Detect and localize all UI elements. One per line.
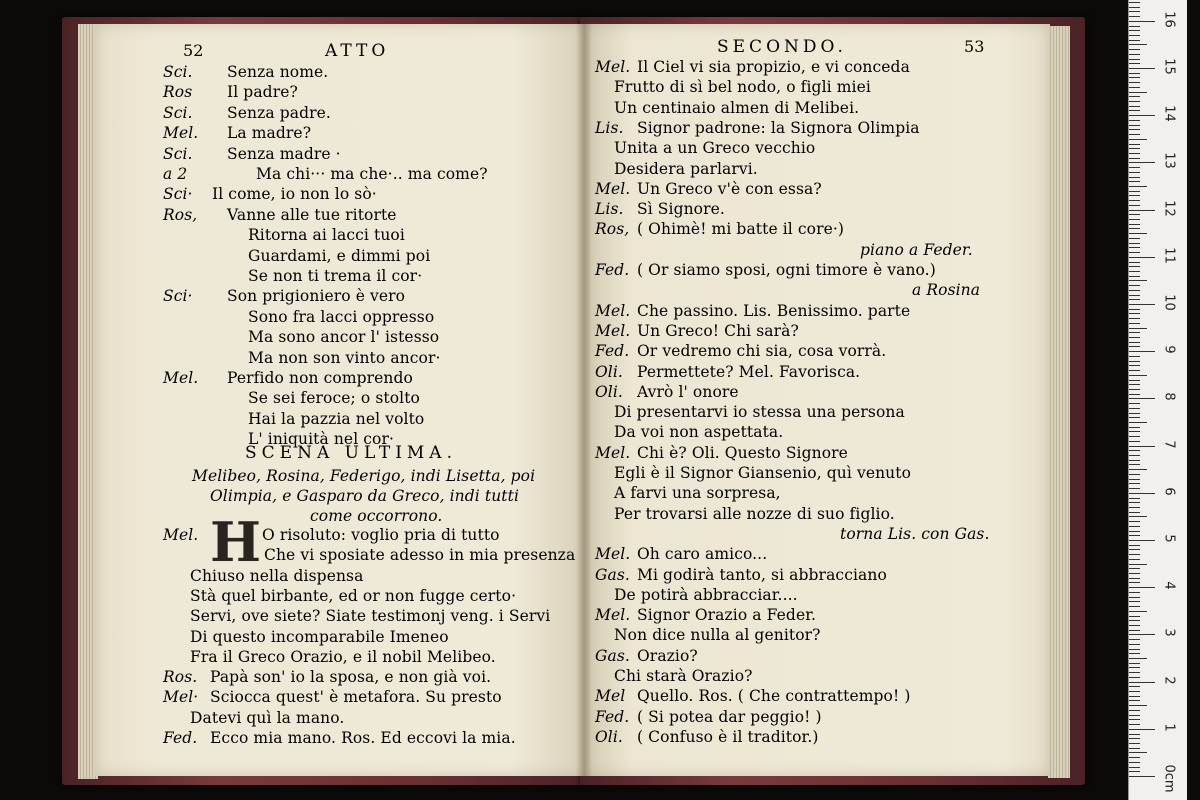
ruler-tick	[1129, 68, 1155, 69]
ruler-tick	[1129, 531, 1140, 532]
ruler-tick	[1129, 507, 1140, 508]
page-edges-right	[1048, 26, 1070, 778]
verse-line: torna Lis. con Gas.	[840, 524, 990, 543]
ruler-label: 10	[1161, 294, 1177, 311]
ruler-tick	[1129, 672, 1140, 673]
ruler-label: 15	[1161, 58, 1177, 75]
verse-line: Signor Orazio a Feder.	[637, 606, 817, 625]
speaker-label: Lis.	[595, 118, 624, 137]
ruler-tick	[1129, 101, 1140, 102]
speaker-label: Ros.	[163, 668, 198, 687]
ruler-tick	[1129, 351, 1155, 352]
ruler-tick	[1129, 658, 1147, 659]
ruler-tick	[1129, 323, 1140, 324]
ruler-tick	[1129, 705, 1147, 706]
ruler-tick	[1129, 469, 1147, 470]
verse-line: Sì Signore.	[637, 200, 725, 219]
ruler-tick	[1129, 110, 1140, 111]
ruler-tick	[1129, 578, 1140, 579]
verse-line: La madre?	[227, 124, 312, 143]
verse-line: Datevi quì la mano.	[190, 708, 345, 727]
ruler-tick	[1129, 403, 1140, 404]
ruler-tick	[1129, 649, 1140, 650]
verse-line: Che vi sposiate adesso in mia presenza	[264, 546, 576, 565]
ruler-label: 8	[1161, 392, 1177, 402]
ruler-tick	[1129, 493, 1155, 494]
ruler-tick	[1129, 106, 1140, 107]
ruler-tick	[1129, 16, 1140, 17]
ruler-tick	[1129, 564, 1147, 565]
verse-line: Senza madre ·	[227, 144, 341, 163]
ruler-tick	[1129, 233, 1147, 234]
ruler-tick	[1129, 342, 1140, 343]
ruler-tick	[1129, 729, 1155, 730]
ruler-tick	[1129, 21, 1155, 22]
ruler-tick	[1129, 285, 1140, 286]
ruler-tick	[1129, 554, 1140, 555]
ruler-tick	[1129, 700, 1140, 701]
right-running-head: SECONDO.	[717, 37, 847, 57]
verse-line: Orazio?	[637, 646, 698, 665]
cast-line: come occorrono.	[310, 507, 443, 525]
ruler-tick	[1129, 238, 1140, 239]
speaker-label: Fed.	[163, 729, 198, 747]
right-page-number: 53	[964, 37, 985, 56]
ruler-tick	[1129, 771, 1140, 772]
verse-line: Sciocca quest' è metafora. Su presto	[210, 688, 502, 707]
ruler-tick	[1129, 252, 1140, 253]
ruler-tick	[1129, 87, 1140, 88]
verse-line: Ritorna ai lacci tuoi	[248, 226, 405, 245]
ruler-tick	[1129, 92, 1147, 93]
scene-title: SCENA ULTIMA.	[245, 443, 457, 463]
ruler-tick	[1129, 49, 1140, 50]
speaker-label: Mel.	[595, 179, 631, 198]
ruler-tick	[1129, 280, 1147, 281]
verse-line: Il Ciel vi sia propizio, e vi conceda	[637, 58, 910, 76]
verse-line: Fra il Greco Orazio, e il nobil Melibeo.	[190, 647, 496, 666]
speaker-label: Mel.	[163, 369, 199, 387]
ruler-tick	[1129, 677, 1140, 678]
verse-line: Ma non son vinto ancor·	[248, 348, 441, 367]
ruler-tick	[1129, 502, 1140, 503]
ruler-tick	[1129, 195, 1140, 196]
ruler-label: 14	[1161, 105, 1177, 122]
ruler-tick	[1129, 559, 1140, 560]
ruler-tick	[1129, 464, 1140, 465]
speaker-label: Oli.	[595, 382, 623, 401]
verse-line: Ma sono ancor l' istesso	[248, 328, 440, 347]
verse-line: Un Greco! Chi sarà?	[637, 321, 799, 340]
ruler-tick	[1129, 158, 1140, 159]
measurement-ruler	[1128, 0, 1187, 800]
ruler-tick	[1129, 460, 1140, 461]
ruler-label: 12	[1161, 199, 1177, 217]
verse-line: ( Or siamo sposi, ogni timore è vano.)	[637, 261, 936, 279]
verse-line: ( Si potea dar peggio! )	[637, 707, 822, 726]
left-page-number: 52	[183, 41, 204, 60]
verse-line: ( Ohimè! mi batte il core·)	[637, 220, 845, 239]
ruler-tick	[1129, 205, 1140, 206]
speaker-label: Sci.	[163, 103, 193, 122]
speaker-label: Mel.	[595, 321, 631, 340]
ruler-tick	[1129, 35, 1140, 36]
ruler-tick	[1129, 328, 1147, 329]
ruler-tick	[1129, 526, 1140, 527]
ruler-tick	[1129, 682, 1155, 683]
ruler-tick	[1129, 776, 1155, 777]
verse-line: O risoluto: voglio pria di tutto	[262, 526, 500, 544]
verse-line: Chiuso nella dispensa	[190, 566, 364, 585]
ruler-label: 4	[1161, 581, 1177, 590]
speaker-label: Sci·	[163, 287, 193, 306]
speaker-label: Mel	[595, 687, 626, 706]
verse-line: piano a Feder.	[860, 240, 973, 259]
ruler-tick	[1129, 611, 1147, 612]
ruler-tick	[1129, 7, 1140, 8]
ruler-tick	[1129, 587, 1155, 588]
ruler-label: 0cm	[1161, 764, 1177, 793]
ruler-tick	[1129, 219, 1140, 220]
verse-line: ( Confuso è il traditor.)	[637, 727, 819, 746]
verse-line: Permettete? Mel. Favorisca.	[637, 362, 861, 381]
ruler-tick	[1129, 620, 1140, 621]
ruler-tick	[1129, 243, 1140, 244]
verse-line: Signor padrone: la Signora Olimpia	[637, 118, 920, 137]
verse-line: Di questo incomparabile Imeneo	[190, 627, 449, 646]
ruler-tick	[1129, 40, 1140, 41]
ruler-label: 2	[1161, 675, 1177, 685]
ruler-tick	[1129, 601, 1140, 602]
ruler-label: 1	[1161, 723, 1177, 732]
ruler-tick	[1129, 26, 1140, 27]
ruler-tick	[1129, 630, 1140, 631]
verse-line: Che passino. Lis. Benissimo. parte	[637, 301, 911, 320]
ruler-tick	[1129, 625, 1140, 626]
ruler-tick	[1129, 115, 1155, 116]
ruler-tick	[1129, 408, 1140, 409]
ruler-tick	[1129, 752, 1147, 753]
ruler-tick	[1129, 450, 1140, 451]
ruler-tick	[1129, 474, 1140, 475]
ruler-tick	[1129, 549, 1140, 550]
verse-line: Da voi non aspettata.	[614, 423, 784, 442]
ruler-tick	[1129, 696, 1140, 697]
ruler-tick	[1129, 337, 1140, 338]
ruler-tick	[1129, 724, 1140, 725]
ruler-tick	[1129, 455, 1140, 456]
ruler-label: 5	[1161, 534, 1177, 543]
ruler-tick	[1129, 644, 1140, 645]
ruler-tick	[1129, 582, 1140, 583]
ruler-tick	[1129, 162, 1155, 163]
verse-line: Di presentarvi io stessa una persona	[614, 403, 905, 422]
speaker-label: Mel.	[595, 606, 631, 625]
ruler-tick	[1129, 59, 1140, 60]
ruler-tick	[1129, 535, 1140, 536]
speaker-label: Ros	[163, 83, 193, 102]
ruler-tick	[1129, 332, 1140, 333]
speaker-label: a 2	[163, 165, 188, 183]
speaker-label: Fed.	[595, 261, 630, 279]
speaker-label: Sci·	[163, 185, 193, 204]
ruler-tick	[1129, 639, 1140, 640]
ruler-tick	[1129, 667, 1140, 668]
ruler-tick	[1129, 479, 1140, 480]
speaker-label: Ros,	[163, 205, 198, 224]
ruler-tick	[1129, 446, 1155, 447]
speaker-label: Ros,	[595, 220, 630, 239]
ruler-tick	[1129, 11, 1140, 12]
ruler-label: 3	[1161, 628, 1177, 638]
ruler-tick	[1129, 573, 1140, 574]
ruler-tick	[1129, 361, 1140, 362]
ruler-tick	[1129, 592, 1140, 593]
verse-line: Servi, ove siete? Siate testimonj veng. i Servi	[190, 607, 551, 626]
ruler-tick	[1129, 512, 1140, 513]
ruler-tick	[1129, 710, 1140, 711]
speaker-label: Mel.	[595, 58, 631, 76]
ruler-tick	[1129, 309, 1140, 310]
ruler-tick	[1129, 568, 1140, 569]
ruler-tick	[1129, 616, 1140, 617]
ruler-tick	[1129, 521, 1140, 522]
ruler-label: 7	[1161, 439, 1177, 449]
ruler-tick	[1129, 380, 1140, 381]
ruler-tick	[1129, 120, 1140, 121]
verse-line: Avrò l' onore	[637, 382, 739, 401]
ruler-tick	[1129, 54, 1140, 55]
ruler-tick	[1129, 686, 1140, 687]
verse-line: Il padre?	[227, 83, 298, 102]
ruler-tick	[1129, 177, 1140, 178]
ruler-tick	[1129, 134, 1140, 135]
ruler-tick	[1129, 389, 1140, 390]
ruler-tick	[1129, 210, 1155, 211]
verse-line: Se non ti trema il cor·	[248, 267, 423, 285]
ruler-tick	[1129, 606, 1140, 607]
ruler-tick	[1129, 30, 1140, 31]
ruler-tick	[1129, 748, 1140, 749]
verse-line: Non dice nulla al genitor?	[614, 626, 821, 645]
ruler-tick	[1129, 125, 1140, 126]
ruler-tick	[1129, 431, 1140, 432]
ruler-tick	[1129, 394, 1140, 395]
ruler-tick	[1129, 266, 1140, 267]
ruler-tick	[1129, 516, 1147, 517]
speaker-label: Mel·	[163, 688, 199, 707]
ruler-tick	[1129, 719, 1140, 720]
verse-line: Un centinaio almen di Melibei.	[614, 98, 860, 117]
ruler-tick	[1129, 313, 1140, 314]
ruler-tick	[1129, 634, 1155, 635]
speaker-label: Fed.	[595, 707, 630, 726]
speaker-label: Sci.	[163, 63, 193, 81]
verse-line: Perfido non comprendo	[227, 369, 413, 387]
ruler-tick	[1129, 483, 1140, 484]
ruler-tick	[1129, 2, 1140, 3]
verse-line: Vanne alle tue ritorte	[227, 205, 397, 224]
speaker-label: Mel.	[163, 124, 199, 143]
verse-line: Chi è? Oli. Questo Signore	[637, 443, 848, 462]
ruler-tick	[1129, 139, 1147, 140]
ruler-tick	[1129, 181, 1140, 182]
ruler-tick	[1129, 545, 1140, 546]
verse-line: L' iniquità nel cor·	[248, 430, 395, 449]
speaker-label: Oli.	[595, 727, 623, 746]
verse-line: Per trovarsi alle nozze di suo figlio.	[614, 504, 895, 523]
ruler-tick	[1129, 262, 1140, 263]
speaker-label: Gas.	[595, 646, 630, 665]
speaker-label: Oli.	[595, 362, 623, 381]
ruler-tick	[1129, 44, 1147, 45]
speaker-label: Fed.	[595, 342, 630, 361]
ruler-tick	[1129, 413, 1140, 414]
verse-line: Son prigioniero è vero	[227, 287, 406, 306]
ruler-label: 11	[1161, 247, 1177, 264]
speaker-label: Mel.	[163, 526, 199, 544]
verse-line: Hai la pazzia nel volto	[248, 409, 425, 428]
ruler-tick	[1129, 663, 1140, 664]
ruler-tick	[1129, 228, 1140, 229]
ruler-tick	[1129, 77, 1140, 78]
ruler-tick	[1129, 370, 1140, 371]
ruler-tick	[1129, 356, 1140, 357]
ruler-tick	[1129, 96, 1140, 97]
ruler-tick	[1129, 653, 1140, 654]
verse-line: Frutto di sì bel nodo, o figli miei	[614, 78, 871, 97]
verse-line: Egli è il Signor Giansenio, quì venuto	[614, 464, 912, 482]
ruler-tick	[1129, 271, 1140, 272]
verse-line: a Rosina	[912, 281, 981, 300]
book-gutter	[576, 24, 592, 776]
ruler-label: 6	[1161, 487, 1177, 496]
ruler-tick	[1129, 295, 1140, 296]
verse-line: Se sei feroce; o stolto	[248, 389, 420, 408]
ruler-tick	[1129, 224, 1140, 225]
verse-line: De potirà abbracciar....	[614, 585, 798, 604]
ruler-tick	[1129, 129, 1140, 130]
ruler-tick	[1129, 767, 1140, 768]
verse-line: A farvi una sorpresa,	[614, 484, 781, 503]
verse-line: Ma chi··· ma che·.. ma come?	[256, 165, 488, 183]
cast-line: Olimpia, e Gasparo da Greco, indi tutti	[210, 487, 519, 505]
verse-line: Chi starà Orazio?	[614, 667, 753, 685]
ruler-tick	[1129, 375, 1147, 376]
ruler-tick	[1129, 417, 1140, 418]
ruler-tick	[1129, 365, 1140, 366]
speaker-label: Lis.	[595, 200, 624, 219]
verse-line: Sono fra lacci oppresso	[248, 307, 435, 326]
ruler-tick	[1129, 715, 1140, 716]
verse-line: Or vedremo chi sia, cosa vorrà.	[637, 342, 887, 361]
ruler-tick	[1129, 441, 1140, 442]
verse-line: Papà son' io la sposa, e non già voi.	[210, 668, 492, 687]
ruler-tick	[1129, 318, 1140, 319]
verse-line: Senza nome.	[227, 63, 329, 81]
speaker-label: Mel.	[595, 301, 631, 320]
ruler-tick	[1129, 384, 1140, 385]
ruler-tick	[1129, 144, 1140, 145]
ruler-tick	[1129, 191, 1140, 192]
verse-line: Oh caro amico...	[637, 545, 768, 564]
ruler-tick	[1129, 436, 1140, 437]
verse-line: Mi godirà tanto, si abbracciano	[637, 565, 887, 584]
ruler-tick	[1129, 186, 1147, 187]
cast-line: Melibeo, Rosina, Federigo, indi Lisetta, poi	[192, 467, 536, 485]
ruler-tick	[1129, 153, 1140, 154]
verse-line: Il come, io non lo sò·	[212, 185, 377, 204]
speaker-label: Mel.	[595, 545, 631, 564]
ruler-tick	[1129, 498, 1140, 499]
ruler-tick	[1129, 743, 1140, 744]
left-running-head: ATTO	[325, 41, 390, 61]
ruler-tick	[1129, 82, 1140, 83]
ruler-tick	[1129, 63, 1140, 64]
ruler-tick	[1129, 172, 1140, 173]
ruler-tick	[1129, 427, 1140, 428]
speaker-label: Mel.	[595, 443, 631, 462]
ruler-tick	[1129, 540, 1155, 541]
verse-line: Stà quel birbante, ed or non fugge certo·	[190, 586, 517, 605]
drop-cap: H	[210, 510, 262, 574]
verse-line: Quello. Ros. ( Che contrattempo! )	[637, 687, 911, 706]
ruler-tick	[1129, 422, 1147, 423]
ruler-tick	[1129, 346, 1140, 347]
ruler-tick	[1129, 597, 1140, 598]
ruler-tick	[1129, 734, 1140, 735]
speaker-label: Gas.	[595, 565, 630, 584]
ruler-tick	[1129, 762, 1140, 763]
ruler-tick	[1129, 488, 1140, 489]
verse-line: Desidera parlarvi.	[614, 159, 758, 178]
ruler-tick	[1129, 247, 1140, 248]
ruler-tick	[1129, 738, 1140, 739]
ruler-label: 16	[1161, 11, 1177, 28]
verse-line: Senza padre.	[227, 103, 331, 122]
verse-line: Un Greco v'è con essa?	[637, 179, 822, 198]
ruler-tick	[1129, 276, 1140, 277]
ruler-tick	[1129, 304, 1155, 305]
verse-line: Unita a un Greco vecchio	[614, 139, 816, 158]
verse-line: Guardami, e dimmi poi	[248, 246, 431, 265]
ruler-tick	[1129, 214, 1140, 215]
ruler-tick	[1129, 73, 1140, 74]
ruler-tick	[1129, 398, 1155, 399]
ruler-label: 9	[1161, 345, 1177, 354]
ruler-tick	[1129, 148, 1140, 149]
ruler-tick	[1129, 757, 1140, 758]
ruler-tick	[1129, 167, 1140, 168]
ruler-tick	[1129, 257, 1155, 258]
ruler-tick	[1129, 691, 1140, 692]
verse-line: Ecco mia mano. Ros. Ed eccovi la mia.	[210, 729, 516, 747]
ruler-label: 13	[1161, 152, 1177, 170]
speaker-label: Sci.	[163, 144, 193, 163]
ruler-tick	[1129, 200, 1140, 201]
ruler-tick	[1129, 299, 1140, 300]
ruler-tick	[1129, 290, 1140, 291]
